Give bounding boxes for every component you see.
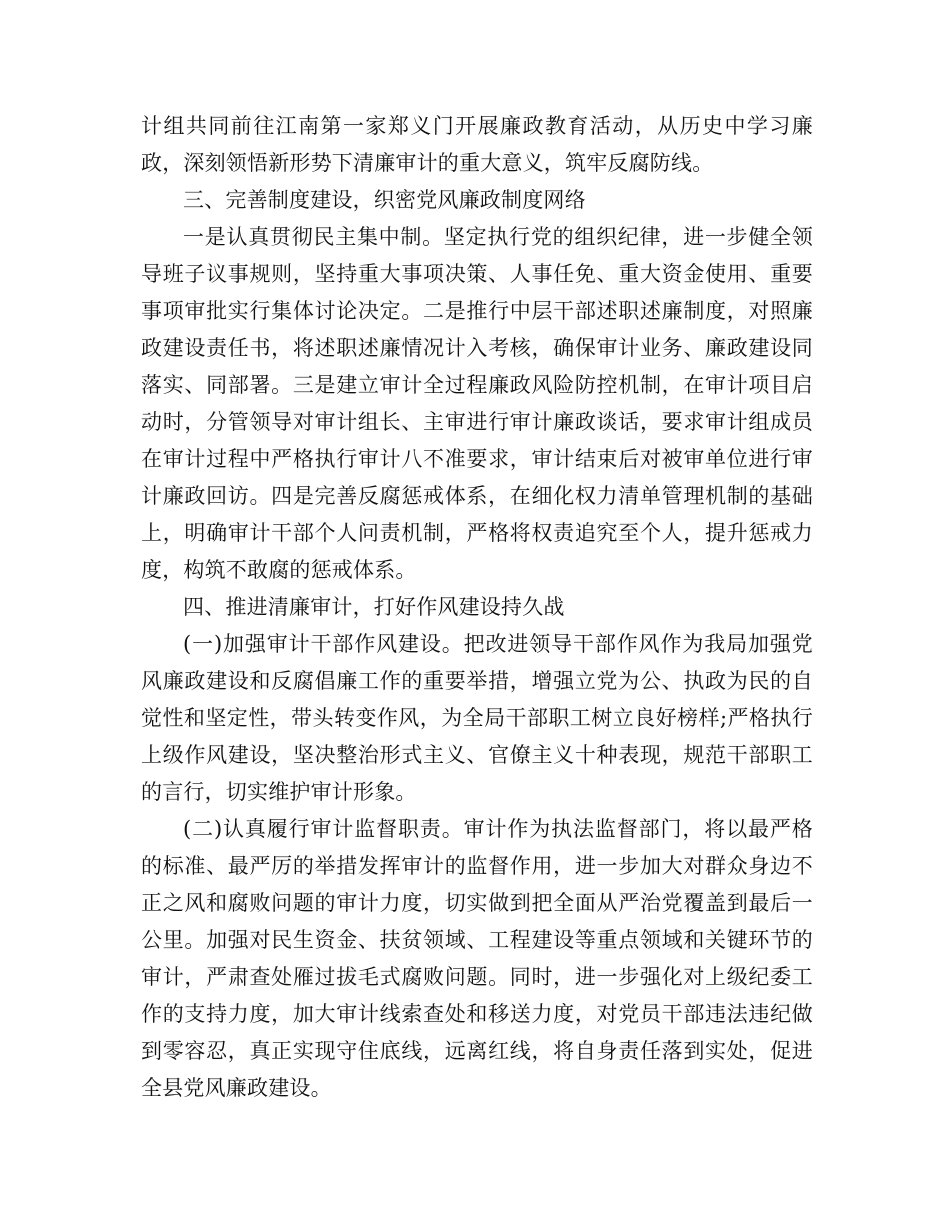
paragraph-continuation: 计组共同前往江南第一家郑义门开展廉政教育活动，从历史中学习廉政，深刻领悟新形势下清廉审计的重大意义，筑牢反腐防线。 [141, 114, 813, 175]
document-body [141, 108, 813, 1107]
paragraph-work-style: (一)加强审计干部作风建设。把改进领导干部作风作为我局加强党风廉政建设和反腐倡廉工作的重要举措，增强立党为公、执政为民的自觉性和坚定性，带头转变作风，为全局干部职工树立良好榜样;严格执行上级作风建设，坚决整治形式主义、官僚主义十种表现，规范干部职工的言行，切实维护审计形象。 [141, 632, 813, 804]
paragraph-audit-supervision: (二)认真履行审计监督职责。审计作为执法监督部门，将以最严格的标准、最严厉的举措发挥审计的监督作用，进一步加大对群众身边不正之风和腐败问题的审计力度，切实做到把全面从严治党覆盖到最后一公里。加强对民生资金、扶贫领域、工程建设等重点领域和关键环节的审计，严肃查处雁过拔毛式腐败问题。同时，进一步强化对上级纪委工作的支持力度，加大审计线索查处和移送力度，对党员干部违法违纪做到零容忍，真正实现守住底线，远离红线，将自身责任落到实处，促进全县党风廉政建设。 [141, 817, 813, 1100]
section-heading-4: 四、推进清廉审计，打好作风建设持久战 [183, 595, 565, 619]
paragraph-system-building: 一是认真贯彻民主集中制。坚定执行党的组织纪律，进一步健全领导班子议事规则，坚持重大事项决策、人事任免、重大资金使用、重要事项审批实行集体讨论决定。二是推行中层干部述职述廉制度，对照廉政建设责任书，将述职述廉情况计入考核，确保审计业务、廉政建设同落实、同部署。三是建立审计全过程廉政风险防控机制，在审计项目启动时，分管领导对审计组长、主审进行审计廉政谈话，要求审计组成员在审计过程中严格执行审计八不准要求，审计结束后对被审单位进行审计廉政回访。四是完善反腐惩戒体系，在细化权力清单管理机制的基础上，明确审计干部个人问责机制，严格将权责追究至个人，提升惩戒力度，构筑不敢腐的惩戒体系。 [141, 225, 813, 582]
section-heading-3: 三、完善制度建设，织密党风廉政制度网络 [183, 188, 586, 212]
